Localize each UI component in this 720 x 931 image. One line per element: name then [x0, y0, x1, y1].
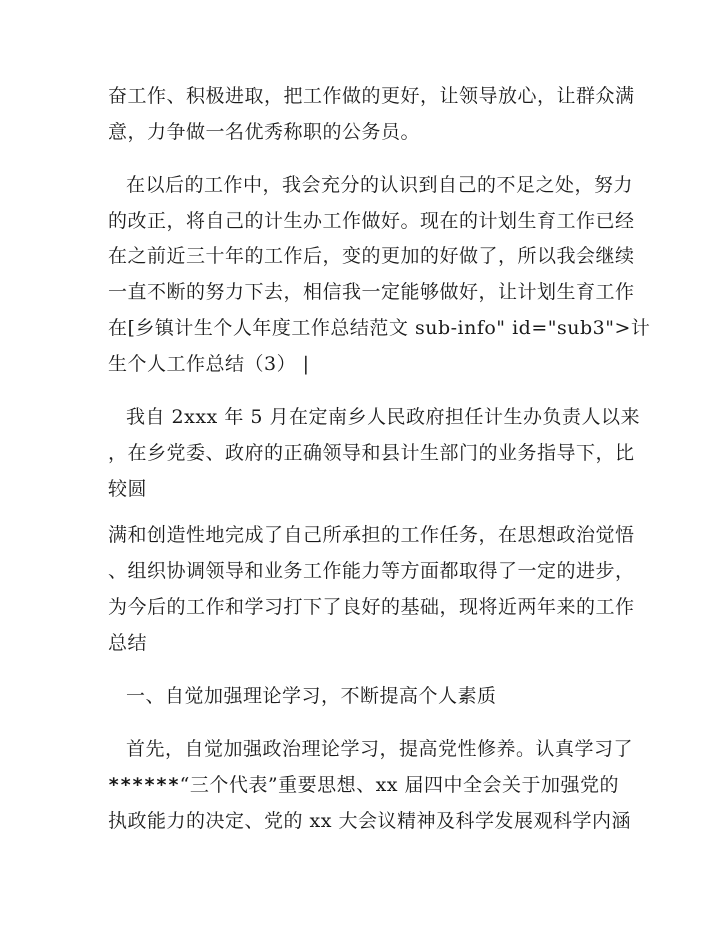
text-line: 满和创造性地完成了自己所承担的工作任务，在思想政治觉悟 — [108, 524, 635, 546]
text-line: 较圆 — [108, 478, 148, 500]
text-line: 总结 — [108, 632, 148, 654]
text-line: 生个人工作总结（3） | — [108, 353, 310, 375]
text-line: 、组织协调领导和业务工作能力等方面都取得了一定的进步， — [108, 560, 635, 582]
text-line: 在[乡镇计生个人年度工作总结范文 sub-info" id="sub3">计 — [108, 317, 651, 339]
text-fragment: “三个代表”重要思想、xx 届四中全会关于加强党的 — [179, 774, 620, 796]
text-line: 在以后的工作中，我会充分的认识到自己的不足之处，努力 — [126, 174, 634, 196]
text-line: 意，力争做一名优秀称职的公务员。 — [108, 121, 421, 143]
text-line: 的改正，将自己的计生办工作做好。现在的计划生育工作已经 — [108, 210, 635, 232]
text-line: 为今后的工作和学习打下了良好的基础，现将近两年来的工作 — [108, 596, 635, 618]
section-heading: 一、自觉加强理论学习，不断提高个人素质 — [126, 685, 497, 707]
redacted-text: ****** — [108, 774, 180, 796]
text-line: 执政能力的决定、党的 xx 大会议精神及科学发展观科学内涵 — [108, 810, 632, 832]
text-line: 我自 2xxx 年 5 月在定南乡人民政府担任计生办负责人以来 — [126, 406, 640, 428]
text-line — [108, 773, 619, 797]
text-line: 奋工作、积极进取，把工作做的更好，让领导放心，让群众满 — [108, 85, 635, 107]
text-line: 首先，自觉加强政治理论学习，提高党性修养。认真学习了 — [126, 738, 634, 760]
text-line: ，在乡党委、政府的正确领导和县计生部门的业务指导下，比 — [108, 442, 635, 464]
text-line: 在之前近三十年的工作后，变的更加的好做了，所以我会继续 — [108, 245, 635, 267]
text-line: 一直不断的努力下去，相信我一定能够做好，让计划生育工作 — [108, 281, 635, 303]
